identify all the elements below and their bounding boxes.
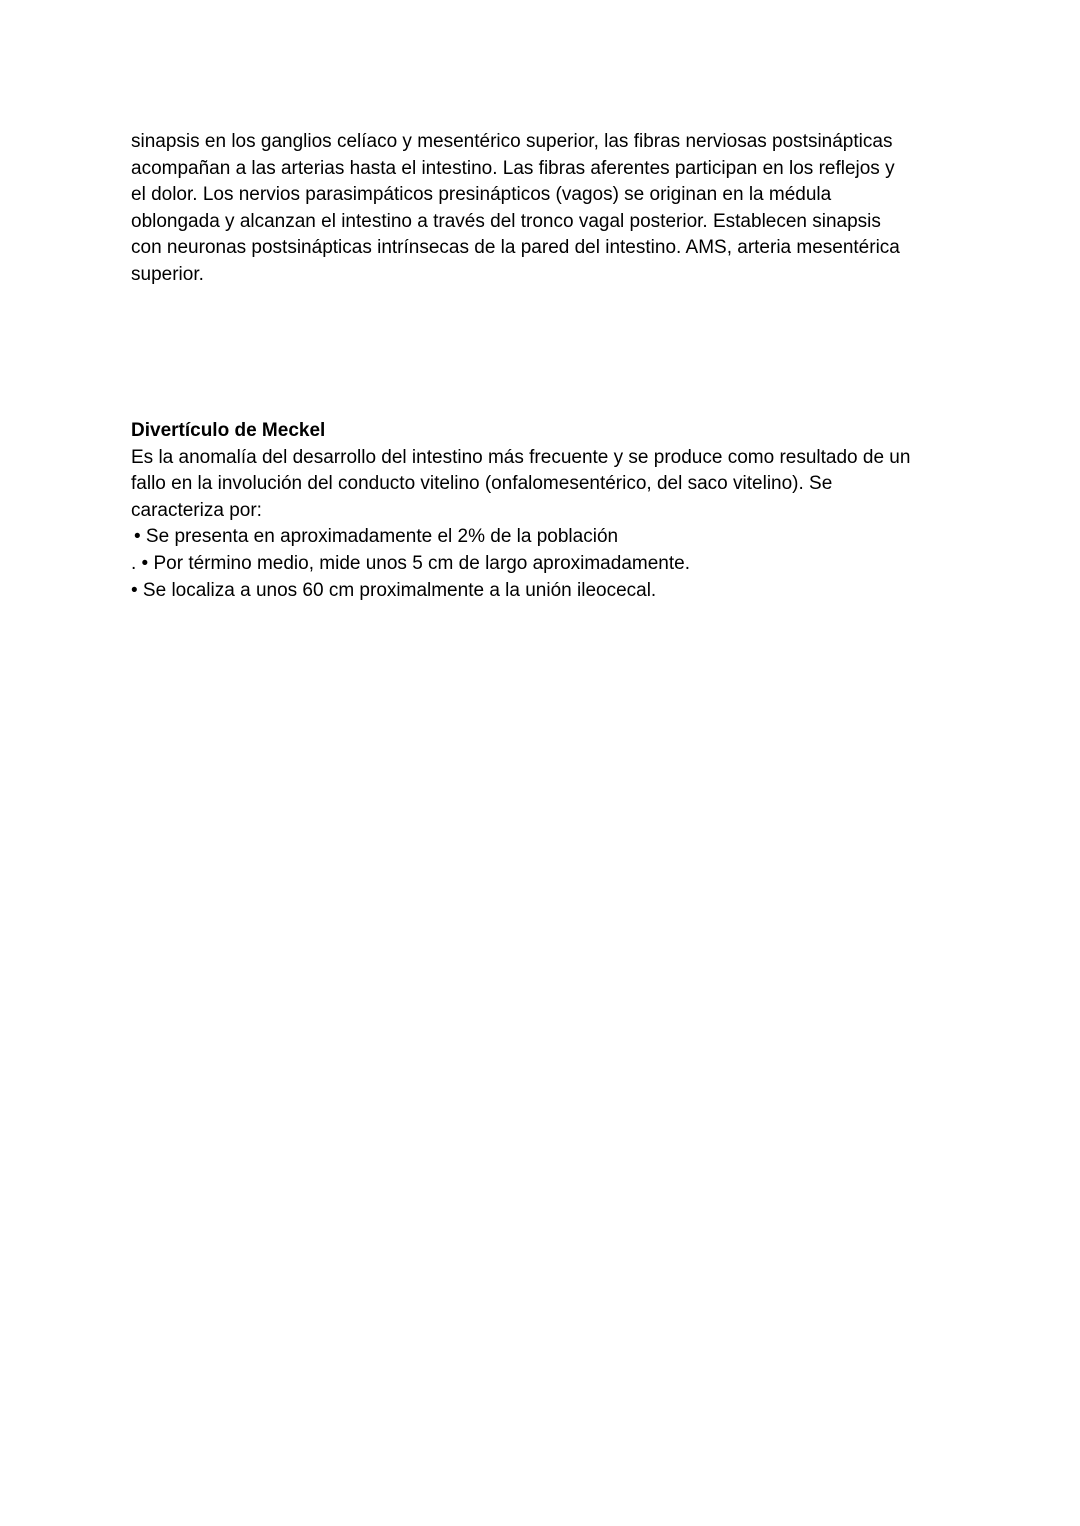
meckel-section: [131, 418, 961, 604]
bullet-item: • Se presenta en aproximadamente el 2% de la población: [134, 526, 619, 548]
body-line: Es la anomalía del desarrollo del intestino más frecuente y se produce como resultado de un: [131, 446, 911, 468]
bullet-item: • Se localiza a unos 60 cm proximalmente a la unión ileocecal.: [131, 579, 657, 601]
intro-line: oblongada y alcanzan el intestino a través del tronco vagal posterior. Establecen sinapsis: [131, 210, 881, 232]
intro-line: con neuronas postsinápticas intrínsecas de la pared del intestino. AMS, arteria mesentérica: [131, 237, 900, 259]
intro-line: superior.: [131, 263, 204, 285]
intro-paragraph: [131, 129, 961, 289]
intro-line: el dolor. Los nervios parasimpáticos presinápticos (vagos) se originan en la médula: [131, 184, 832, 206]
body-line: caracteriza por:: [131, 499, 262, 521]
intro-line: sinapsis en los ganglios celíaco y mesentérico superior, las fibras nerviosas postsinápticas: [131, 131, 893, 152]
body-line: fallo en la involución del conducto vitelino (onfalomesentérico, del saco vitelino). Se: [131, 473, 833, 495]
bullet-item: . • Por término medio, mide unos 5 cm de largo aproximadamente.: [131, 552, 690, 574]
section-heading: Divertículo de Meckel: [131, 420, 326, 441]
intro-line: acompañan a las arterias hasta el intestino. Las fibras aferentes participan en los reflejos y: [131, 157, 895, 179]
